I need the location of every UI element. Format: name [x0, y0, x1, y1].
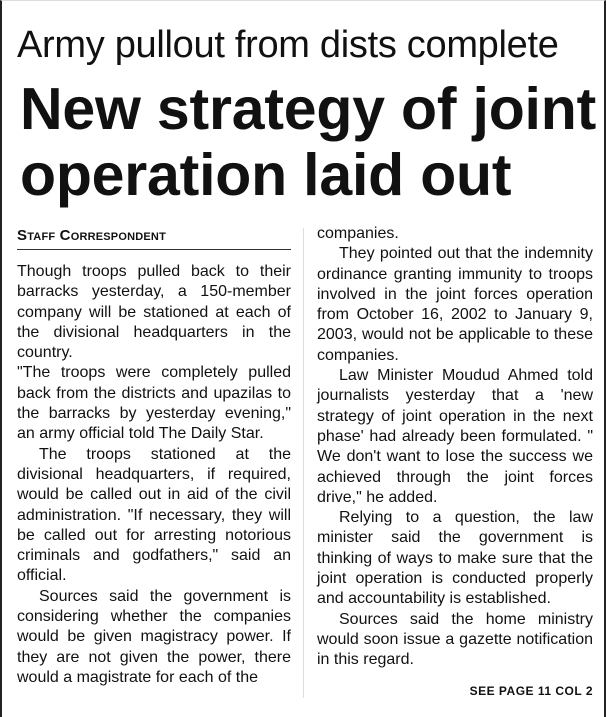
paragraph: Sources said the government is considering whether the companies would be given magistracy power. If they are not given the power, there would a magistrate for each of the [17, 587, 291, 686]
article-kicker: Army pullout from dists complete [17, 24, 559, 66]
paragraph: Relying to a question, the law minister said the government is thinking of ways to make sure that the joint operation is conducted properly and accountability is established. [317, 509, 593, 608]
paragraph: companies. [317, 225, 399, 242]
headline-line-1: New strategy of joint [20, 76, 597, 142]
left-column [17, 262, 291, 688]
right-column [317, 224, 593, 671]
column-divider [303, 228, 304, 698]
headline-line-2: operation laid out [20, 142, 512, 208]
byline: Staff Correspondent [17, 226, 291, 250]
paragraph: The troops stationed at the divisional headquarters, if required, would be called out in aid of the civil administration. "If necessary, they will be called out for arresting notorious criminals and godfathers," said an official. [17, 445, 291, 585]
paragraph: Law Minister Moudud Ahmed told journalists yesterday that a 'new strategy of joint operation in the next phase' had already been formulated. " We don't want to lose the success we achieved through the joint forces drive," he added. [317, 367, 593, 506]
article-headline [20, 76, 600, 208]
paragraph: Sources said the home ministry would soon issue a gazette notification in this regard. [317, 610, 593, 669]
continued-on-page-link[interactable]: SEE PAGE 11 COL 2 [469, 684, 593, 698]
paragraph: Though troops pulled back to their barracks yesterday, a 150-member company will be stationed at each of the divisional headquarters in the country. [17, 263, 291, 362]
paragraph: "The troops were completely pulled back from the districts and upazilas to the barracks by yesterday evening," an army official told The Daily Star. [17, 364, 291, 443]
paragraph: They pointed out that the indemnity ordinance granting immunity to troops involved in the joint forces operation from October 16, 2002 to January 9, 2003, would not be applicable to these companies. [317, 245, 593, 364]
